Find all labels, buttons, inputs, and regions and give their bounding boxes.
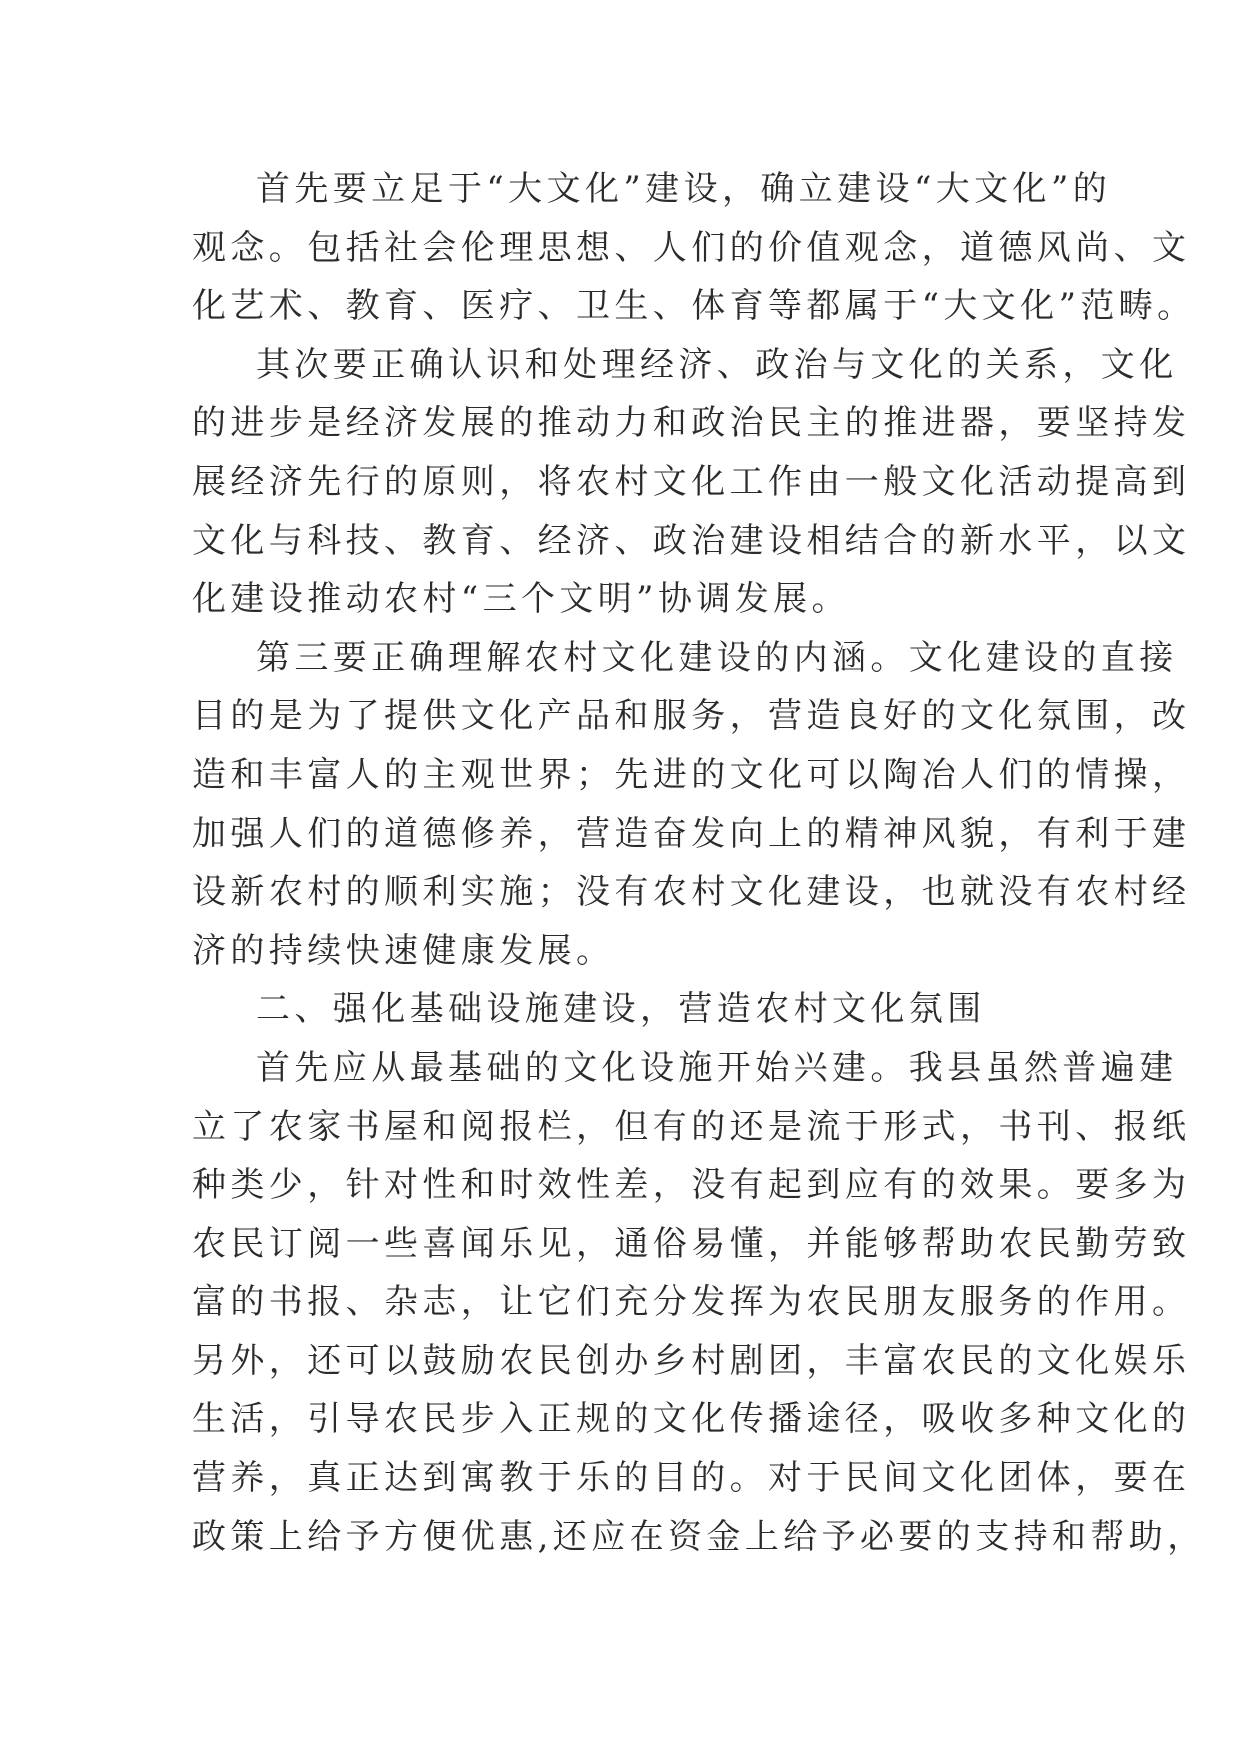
document-body bbox=[192, 160, 1206, 1566]
text-line: 首先应从最基础的文化设施开始兴建。我县虽然普遍建 bbox=[256, 1047, 1178, 1088]
text-line: 第三要正确理解农村文化建设的内涵。文化建设的直接 bbox=[256, 637, 1178, 678]
text-line: 化建设推动农村“三个文明”协调发展。 bbox=[192, 579, 850, 620]
text-line: 的进步是经济发展的推动力和政治民主的推进器，要坚持发 bbox=[192, 403, 1191, 444]
text-line: 其次要正确认识和处理经济、政治与文化的关系，文化 bbox=[256, 344, 1178, 385]
text-line: 种类少，针对性和时效性差，没有起到应有的效果。要多为 bbox=[192, 1165, 1191, 1206]
text-line: 政策上给予方便优惠,还应在资金上给予必要的支持和帮助， bbox=[192, 1516, 1206, 1557]
text-line: 营养，真正达到寓教于乐的目的。对于民间文化团体，要在 bbox=[192, 1458, 1191, 1499]
text-line: 化艺术、教育、医疗、卫生、体育等都属于“大文化”范畴。 bbox=[192, 286, 1196, 327]
text-line: 济的持续快速健康发展。 bbox=[192, 930, 615, 971]
text-line: 设新农村的顺利实施；没有农村文化建设，也就没有农村经 bbox=[192, 872, 1191, 913]
text-line: 另外，还可以鼓励农民创办乡村剧团，丰富农民的文化娱乐 bbox=[192, 1340, 1191, 1381]
text-line: 文化与科技、教育、经济、政治建设相结合的新水平，以文 bbox=[192, 520, 1191, 561]
section-heading: 二、强化基础设施建设，营造农村文化氛围 bbox=[256, 989, 986, 1030]
text-line: 目的是为了提供文化产品和服务，营造良好的文化氛围，改 bbox=[192, 696, 1191, 737]
text-line: 造和丰富人的主观世界；先进的文化可以陶冶人们的情操， bbox=[192, 754, 1191, 795]
text-line: 加强人们的道德修养，营造奋发向上的精神风貌，有利于建 bbox=[192, 813, 1191, 854]
text-line: 富的书报、杂志，让它们充分发挥为农民朋友服务的作用。 bbox=[192, 1282, 1191, 1323]
text-line: 展经济先行的原则，将农村文化工作由一般文化活动提高到 bbox=[192, 461, 1191, 502]
text-line: 生活，引导农民步入正规的文化传播途径，吸收多种文化的 bbox=[192, 1399, 1191, 1440]
text-line: 立了农家书屋和阅报栏，但有的还是流于形式，书刊、报纸 bbox=[192, 1106, 1191, 1147]
text-line: 农民订阅一些喜闻乐见，通俗易懂，并能够帮助农民勤劳致 bbox=[192, 1223, 1191, 1264]
text-line: 观念。包括社会伦理思想、人们的价值观念，道德风尚、文 bbox=[192, 227, 1191, 268]
text-line: 首先要立足于“大文化”建设，确立建设“大文化”的 bbox=[256, 169, 1112, 209]
